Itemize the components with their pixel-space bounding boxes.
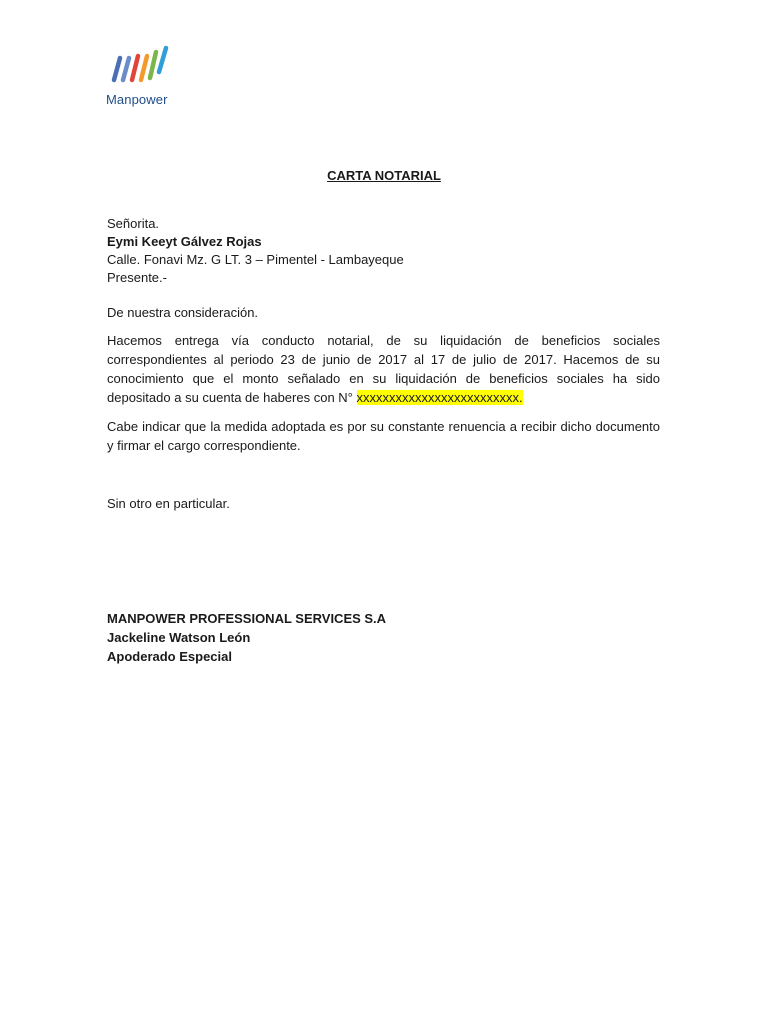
logo-stroke-5: [150, 52, 156, 78]
manpower-logo: [106, 44, 196, 114]
logo-stroke-3: [132, 56, 138, 80]
paragraph-reason: Cabe indicar que la medida adoptada es por su constante renuencia a recibir dicho documento y firmar el cargo correspondiente.: [107, 419, 660, 453]
closing-line: Sin otro en particular.: [107, 496, 230, 511]
letter-title: CARTA NOTARIAL: [327, 168, 441, 183]
signature-company: MANPOWER PROFESSIONAL SERVICES S.A: [107, 611, 387, 626]
logo-wordmark: Manpower: [106, 92, 168, 107]
paragraph-delivery-text: Hacemos entrega vía conducto notarial, de su liquidación de beneficios sociales correspondientes al periodo 23 de junio de 2017 al 17 de julio de 2017. Hacemos de su conocimiento que el monto señalado en su liquidación de beneficios sociales ha sido depositado a su cuenta de haberes con N°: [107, 333, 660, 405]
logo-stroke-1: [114, 58, 120, 80]
presente-line: Presente.-: [107, 270, 167, 285]
manpower-logo-icon: [106, 44, 176, 88]
salutation: Señorita.: [107, 216, 160, 231]
logo-stroke-6: [159, 48, 166, 72]
signature-name: Jackeline Watson León: [107, 630, 251, 645]
logo-stroke-2: [123, 58, 129, 80]
signature-role: Apoderado Especial: [107, 649, 232, 664]
account-number: xxxxxxxxxxxxxxxxxxxxxxxxx.: [356, 390, 523, 405]
logo-stroke-4: [141, 56, 147, 80]
recipient-name: Eymi Keeyt Gálvez Rojas: [107, 234, 262, 249]
greeting: De nuestra consideración.: [107, 305, 259, 320]
paragraph-delivery: [107, 331, 660, 407]
recipient-address: Calle. Fonavi Mz. G LT. 3 – Pimentel - Lambayeque: [107, 252, 404, 267]
